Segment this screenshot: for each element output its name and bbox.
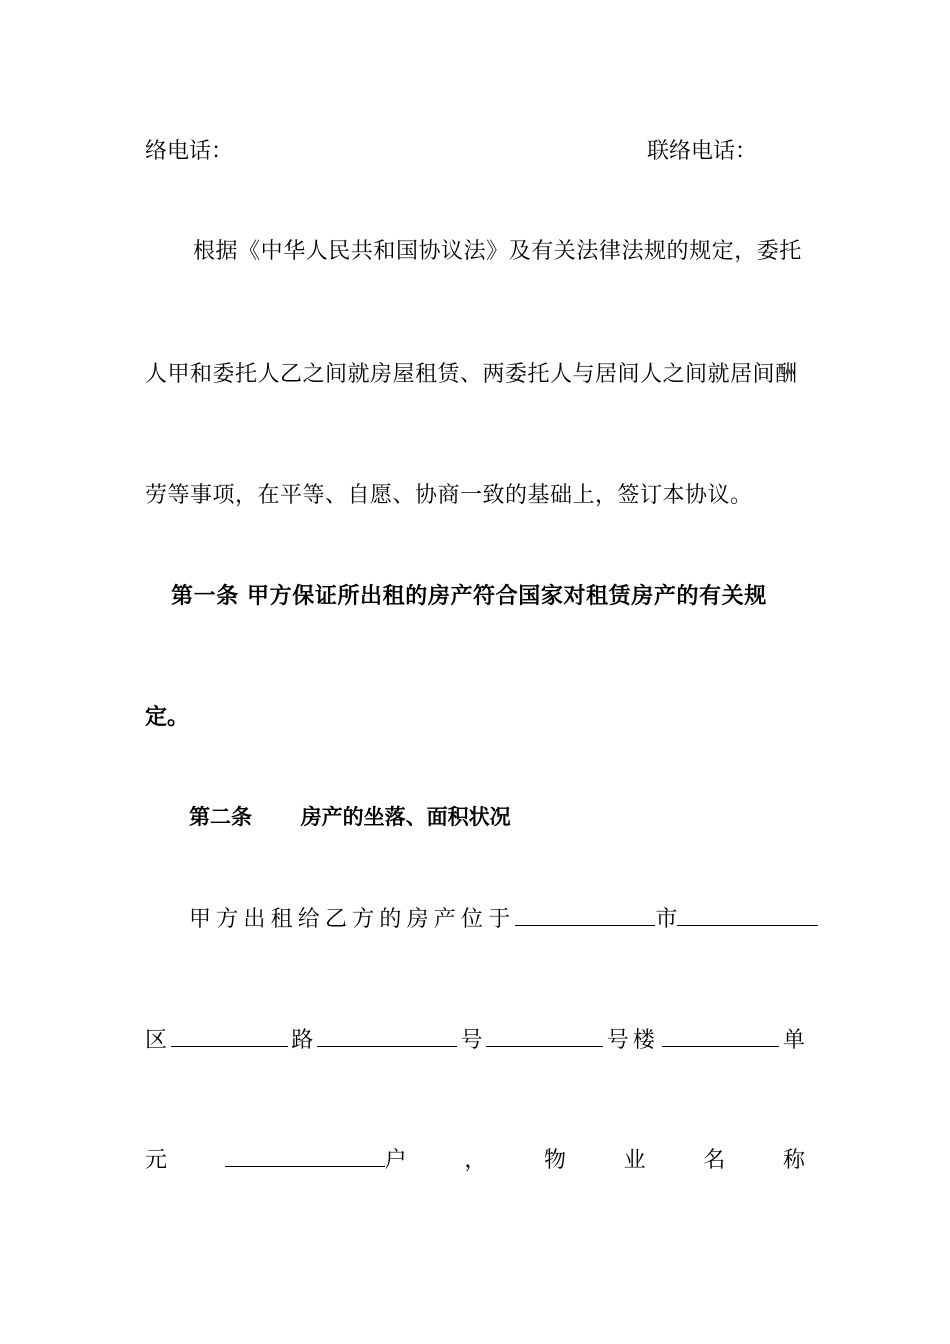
building-label: 号楼: [606, 1028, 659, 1053]
article2-heading-title: 房产的坐落、面积状况: [300, 804, 511, 829]
unit-blank[interactable]: [662, 1018, 779, 1047]
property-name-char-1: 物: [543, 1148, 566, 1173]
city-label: 市: [655, 907, 678, 932]
number-label: 号: [460, 1028, 483, 1053]
location-prefix: 甲方出租给乙方的房产位于: [189, 907, 516, 932]
article2-heading-number: 第二条: [189, 804, 252, 829]
article2-line-2: [145, 1018, 805, 1058]
article1-line-2: 定。: [145, 704, 190, 730]
contact-line: [145, 132, 805, 172]
article2-heading: [145, 797, 805, 837]
road-blank[interactable]: [171, 1018, 288, 1047]
article1-line-1: 第一条 甲方保证所出租的房产符合国家对租赁房产的有关规: [171, 583, 767, 609]
contact-right: 联络电话：: [647, 139, 758, 164]
property-name-char-4: 称: [782, 1148, 805, 1173]
household-label: 户: [384, 1148, 407, 1173]
household-group: [225, 1138, 407, 1181]
property-name-char-3: 名: [703, 1148, 726, 1173]
number-blank[interactable]: [317, 1018, 457, 1047]
preamble-line-1: 根据《中华人民共和国协议法》及有关法律法规的规定，委托: [193, 239, 802, 264]
unit-label-part2: 元: [145, 1148, 168, 1173]
article2-line-1: [145, 897, 809, 937]
building-blank[interactable]: [486, 1018, 603, 1047]
contact-left: 络电话：: [145, 139, 234, 164]
preamble-line-2: 人甲和委托人乙之间就房屋租赁、两委托人与居间人之间就居间酬: [145, 362, 798, 387]
comma: ，: [464, 1148, 487, 1173]
article2-line-3: [145, 1138, 805, 1178]
district-blank[interactable]: [677, 897, 818, 926]
preamble-line-3: 劳等事项，在平等、自愿、协商一致的基础上，签订本协议。: [145, 483, 753, 508]
household-blank[interactable]: [225, 1138, 385, 1167]
road-label: 路: [291, 1028, 314, 1053]
city-blank[interactable]: [515, 897, 655, 926]
property-name-char-2: 业: [623, 1148, 646, 1173]
unit-label-part1: 单: [782, 1028, 805, 1053]
district-label: 区: [145, 1028, 168, 1053]
